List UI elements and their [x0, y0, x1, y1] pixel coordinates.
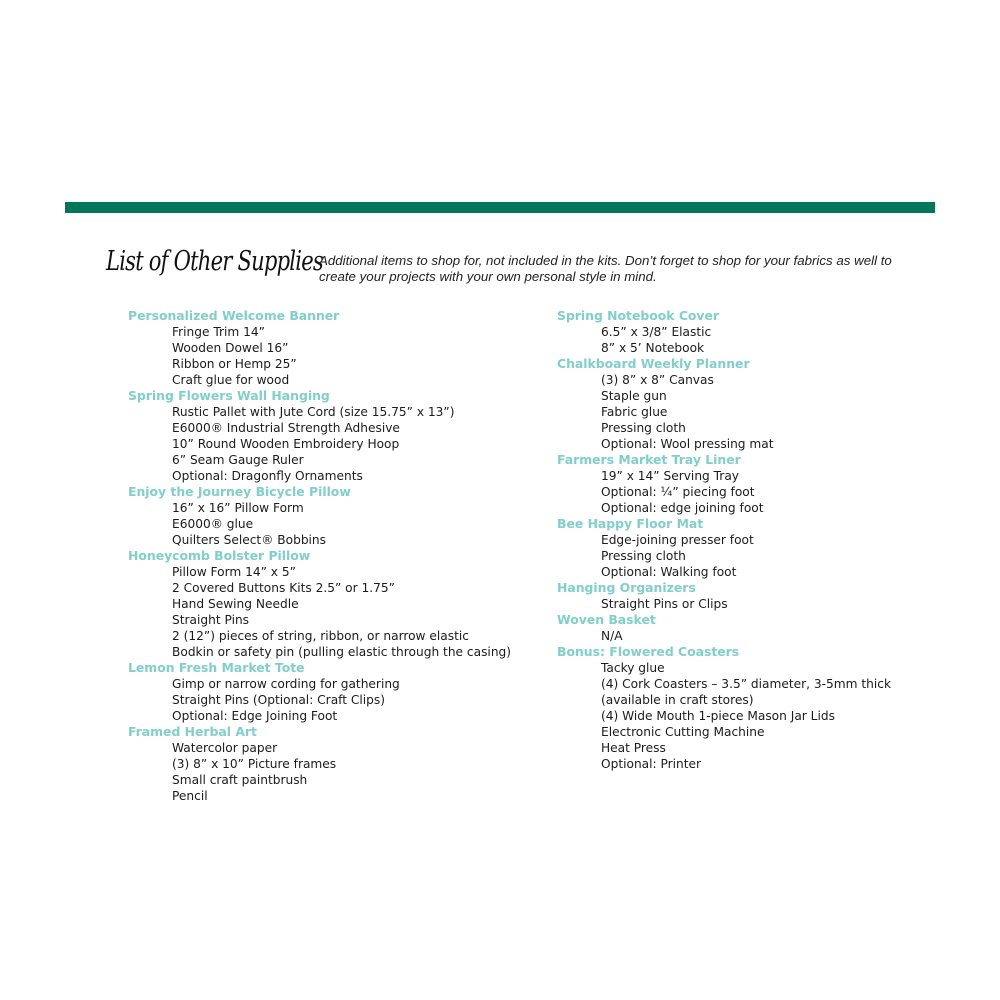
supply-item: 16” x 16” Pillow Form: [172, 501, 304, 515]
supply-item: Optional: Edge Joining Foot: [172, 709, 338, 723]
supply-list: [128, 740, 528, 804]
project-section: [128, 484, 528, 548]
supply-item: Pressing cloth: [601, 549, 686, 563]
supply-item: 2 Covered Buttons Kits 2.5” or 1.75”: [172, 581, 395, 595]
supply-item: Edge-joining presser foot: [601, 533, 754, 547]
supply-list: [557, 372, 937, 452]
project-section: [557, 612, 937, 644]
supply-item: 10” Round Wooden Embroidery Hoop: [172, 437, 400, 451]
project-heading: Lemon Fresh Market Tote: [128, 660, 305, 675]
supply-item: 2 (12”) pieces of string, ribbon, or narrow elastic: [172, 629, 469, 643]
supply-item: Optional: Walking foot: [601, 565, 737, 579]
supply-list: [557, 468, 937, 516]
supply-item: Electronic Cutting Machine: [601, 725, 765, 739]
supply-list: [128, 404, 528, 484]
project-section: [128, 388, 528, 484]
project-section: [557, 452, 937, 516]
project-section: [128, 308, 528, 388]
project-heading: Honeycomb Bolster Pillow: [128, 548, 311, 563]
supply-item: (3) 8” x 8” Canvas: [601, 373, 714, 387]
supply-item: Small craft paintbrush: [172, 773, 308, 787]
supply-item: Pencil: [172, 789, 208, 803]
supply-item: Tacky glue: [601, 661, 665, 675]
supply-item: Hand Sewing Needle: [172, 597, 299, 611]
project-heading: Woven Basket: [557, 612, 656, 627]
project-heading: Spring Flowers Wall Hanging: [128, 388, 330, 403]
supply-item: Optional: Printer: [601, 757, 702, 771]
supply-item: Fringe Trim 14”: [172, 325, 265, 339]
supply-item: Pressing cloth: [601, 421, 686, 435]
supply-list: [128, 324, 528, 388]
supply-item: Wooden Dowel 16”: [172, 341, 289, 355]
project-section: [557, 644, 937, 772]
supply-item: Gimp or narrow cording for gathering: [172, 677, 400, 691]
project-heading: Chalkboard Weekly Planner: [557, 356, 750, 371]
supply-item: Quilters Select® Bobbins: [172, 533, 327, 547]
project-heading: Bonus: Flowered Coasters: [557, 644, 740, 659]
supply-item: Optional: Dragonfly Ornaments: [172, 469, 363, 483]
supplies-column-right: [557, 308, 937, 772]
project-heading: Personalized Welcome Banner: [128, 308, 340, 323]
supply-item: Heat Press: [601, 741, 666, 755]
supply-item: Rustic Pallet with Jute Cord (size 15.75” x 13”): [172, 405, 455, 419]
project-section: [557, 356, 937, 452]
supply-item: E6000® Industrial Strength Adhesive: [172, 421, 400, 435]
supply-list: [557, 596, 937, 612]
project-section: [557, 516, 937, 580]
project-section: [557, 308, 937, 356]
supply-item: (4) Cork Coasters – 3.5” diameter, 3-5mm thick: [601, 677, 892, 691]
supply-item: Bodkin or safety pin (pulling elastic through the casing): [172, 645, 512, 659]
supply-list: [557, 660, 937, 772]
project-section: [128, 660, 528, 724]
supply-item: Watercolor paper: [172, 741, 278, 755]
supply-list: [128, 500, 528, 548]
supply-item: Fabric glue: [601, 405, 668, 419]
header-divider-bar: [65, 202, 935, 213]
project-heading: Hanging Organizers: [557, 580, 696, 595]
supply-item: 6” Seam Gauge Ruler: [172, 453, 304, 467]
supply-item: Optional: Wool pressing mat: [601, 437, 774, 451]
supply-item: E6000® glue: [172, 517, 254, 531]
project-section: [128, 724, 528, 804]
page-title: List of Other Supplies: [106, 246, 323, 277]
supply-item: Straight Pins: [172, 613, 250, 627]
supply-list: [557, 628, 937, 644]
supply-item: 6.5” x 3/8” Elastic: [601, 325, 712, 339]
project-heading: Farmers Market Tray Liner: [557, 452, 741, 467]
supply-item: Pillow Form 14” x 5”: [172, 565, 296, 579]
supply-item: Straight Pins or Clips: [601, 597, 728, 611]
supply-item: Staple gun: [601, 389, 667, 403]
project-section: [557, 580, 937, 612]
supply-list: [128, 564, 528, 660]
supply-item: Craft glue for wood: [172, 373, 290, 387]
supply-item: N/A: [601, 629, 623, 643]
supply-list: [557, 324, 937, 356]
project-heading: Bee Happy Floor Mat: [557, 516, 704, 531]
supplies-column-left: [128, 308, 528, 804]
supply-item: Straight Pins (Optional: Craft Clips): [172, 693, 386, 707]
supply-item: Optional: ¼” piecing foot: [601, 485, 755, 499]
project-heading: Spring Notebook Cover: [557, 308, 720, 323]
project-heading: Enjoy the Journey Bicycle Pillow: [128, 484, 351, 499]
project-heading: Framed Herbal Art: [128, 724, 257, 739]
supply-item: (available in craft stores): [601, 693, 754, 707]
supply-item: (4) Wide Mouth 1-piece Mason Jar Lids: [601, 709, 835, 723]
supply-item: 8” x 5’ Notebook: [601, 341, 705, 355]
supply-item: (3) 8” x 10” Picture frames: [172, 757, 337, 771]
supply-list: [557, 532, 937, 580]
project-section: [128, 548, 528, 660]
page-subtitle: Additional items to shop for, not included in the kits. Don’t forget to shop for your fabrics as well to create your projects with your own personal style in mind.: [319, 253, 892, 284]
supply-list: [128, 676, 528, 724]
supply-item: Optional: edge joining foot: [601, 501, 764, 515]
supply-item: 19” x 14” Serving Tray: [601, 469, 740, 483]
supply-item: Ribbon or Hemp 25”: [172, 357, 297, 371]
